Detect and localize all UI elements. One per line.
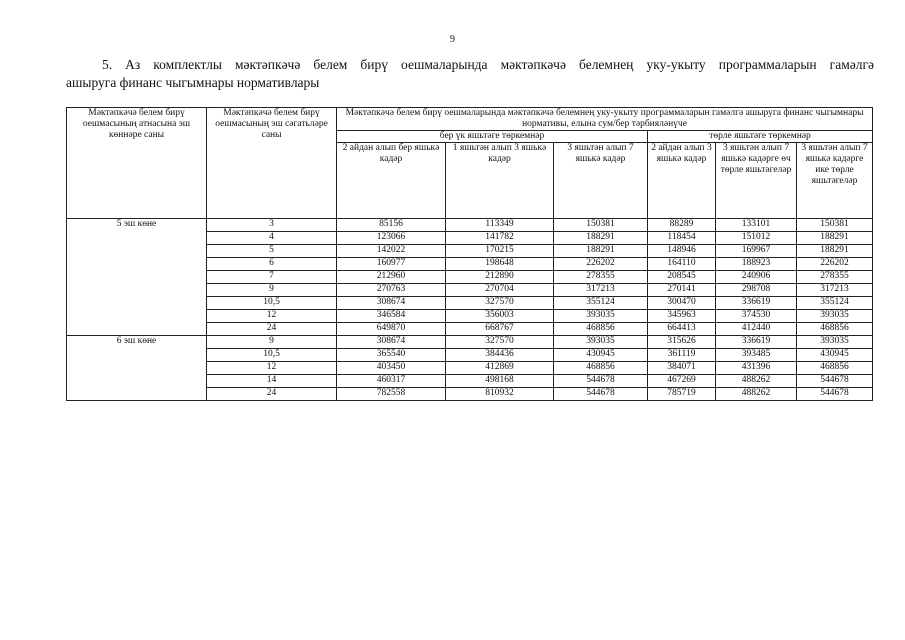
subheader-age: 2 айдан алып 3 яшькә кадәр [648, 143, 716, 219]
norm-value-cell: 169967 [716, 245, 797, 258]
norm-value-cell: 355124 [554, 297, 648, 310]
norm-value-cell: 468856 [554, 323, 648, 336]
norm-value-cell: 403450 [337, 362, 446, 375]
norm-value-cell: 365540 [337, 349, 446, 362]
norms-table [66, 107, 873, 401]
norm-value-cell: 85156 [337, 219, 446, 232]
norm-value-cell: 308674 [337, 336, 446, 349]
norm-value-cell: 544678 [797, 375, 873, 388]
norm-value-cell: 226202 [554, 258, 648, 271]
norm-value-cell: 212890 [446, 271, 554, 284]
norm-value-cell: 188291 [797, 245, 873, 258]
work-hours-cell: 6 [207, 258, 337, 271]
norm-value-cell: 300470 [648, 297, 716, 310]
work-hours-cell: 4 [207, 232, 337, 245]
norm-value-cell: 88289 [648, 219, 716, 232]
norm-value-cell: 544678 [797, 388, 873, 401]
norm-value-cell: 668767 [446, 323, 554, 336]
norm-value-cell: 160977 [337, 258, 446, 271]
norm-value-cell: 393035 [797, 336, 873, 349]
subheader-age: 2 айдан алып бер яшькә кадәр [337, 143, 446, 219]
norm-value-cell: 393035 [554, 336, 648, 349]
norm-value-cell: 188291 [554, 232, 648, 245]
table-row [67, 336, 873, 349]
norm-value-cell: 317213 [797, 284, 873, 297]
norm-value-cell: 278355 [554, 271, 648, 284]
norm-value-cell: 384436 [446, 349, 554, 362]
norm-value-cell: 544678 [554, 375, 648, 388]
norm-value-cell: 460317 [337, 375, 446, 388]
norm-value-cell: 345963 [648, 310, 716, 323]
norm-value-cell: 327570 [446, 297, 554, 310]
subheader-age: 3 яшьтән алып 7 яшькә кадәр [554, 143, 648, 219]
work-hours-cell: 3 [207, 219, 337, 232]
norm-value-cell: 226202 [797, 258, 873, 271]
norm-value-cell: 188291 [797, 232, 873, 245]
norm-value-cell: 346584 [337, 310, 446, 323]
header-main: Мәктәпкәчә белем бирү оешмаларында мәктәпкәчә белемнең уку-укыту программаларын гамәлгә ашыруга финанс чыгымнары нормативы, елына сум/бер тәрбияләнүче [337, 108, 873, 131]
page-number: 9 [450, 34, 455, 45]
norm-value-cell: 142022 [337, 245, 446, 258]
norm-value-cell: 488262 [716, 375, 797, 388]
norm-value-cell: 649870 [337, 323, 446, 336]
norm-value-cell: 355124 [797, 297, 873, 310]
norm-value-cell: 198648 [446, 258, 554, 271]
header-work-days: Мәктәпкәчә белем бирү оешмасының атнасына эш көннәре саны [67, 108, 207, 219]
work-hours-cell: 24 [207, 323, 337, 336]
work-hours-cell: 9 [207, 284, 337, 297]
norm-value-cell: 308674 [337, 297, 446, 310]
norm-value-cell: 327570 [446, 336, 554, 349]
norm-value-cell: 393485 [716, 349, 797, 362]
norm-value-cell: 468856 [797, 362, 873, 375]
work-hours-cell: 12 [207, 310, 337, 323]
norm-value-cell: 317213 [554, 284, 648, 297]
norm-value-cell: 384071 [648, 362, 716, 375]
norm-value-cell: 356003 [446, 310, 554, 323]
work-days-cell: 5 эш көне [67, 219, 207, 336]
norm-value-cell: 430945 [797, 349, 873, 362]
norm-value-cell: 133101 [716, 219, 797, 232]
norm-value-cell: 810932 [446, 388, 554, 401]
norm-value-cell: 151012 [716, 232, 797, 245]
document-heading [66, 56, 874, 92]
norm-value-cell: 315626 [648, 336, 716, 349]
norm-value-cell: 270141 [648, 284, 716, 297]
norm-value-cell: 150381 [797, 219, 873, 232]
norm-value-cell: 212960 [337, 271, 446, 284]
norm-value-cell: 468856 [554, 362, 648, 375]
norm-value-cell: 467269 [648, 375, 716, 388]
norm-value-cell: 141782 [446, 232, 554, 245]
work-hours-cell: 14 [207, 375, 337, 388]
heading-line-1: 5. Аз комплектлы мәктәпкәчә белем бирү оешмаларында мәктәпкәчә белемнең уку-укыту программаларын гамәлгә [102, 57, 874, 72]
header-mixed-age-groups: төрле яшьтәге төркемнәр [648, 131, 873, 143]
norm-value-cell: 336619 [716, 297, 797, 310]
subheader-age: 3 яшьтән алып 7 яшькә кадәрге ике төрле яшьтәгеләр [797, 143, 873, 219]
norm-value-cell: 150381 [554, 219, 648, 232]
norm-value-cell: 336619 [716, 336, 797, 349]
norm-value-cell: 170215 [446, 245, 554, 258]
norm-value-cell: 208545 [648, 271, 716, 284]
table-row [67, 219, 873, 232]
header-single-age-groups: бер үк яшьтәге төркемнәр [337, 131, 648, 143]
norm-value-cell: 118454 [648, 232, 716, 245]
work-hours-cell: 10,5 [207, 297, 337, 310]
norm-value-cell: 498168 [446, 375, 554, 388]
norm-value-cell: 664413 [648, 323, 716, 336]
norm-value-cell: 544678 [554, 388, 648, 401]
norm-value-cell: 148946 [648, 245, 716, 258]
work-hours-cell: 12 [207, 362, 337, 375]
norm-value-cell: 113349 [446, 219, 554, 232]
work-hours-cell: 10,5 [207, 349, 337, 362]
norm-value-cell: 270763 [337, 284, 446, 297]
norm-value-cell: 488262 [716, 388, 797, 401]
norm-value-cell: 374530 [716, 310, 797, 323]
norm-value-cell: 430945 [554, 349, 648, 362]
norm-value-cell: 785719 [648, 388, 716, 401]
work-hours-cell: 7 [207, 271, 337, 284]
norm-value-cell: 393035 [797, 310, 873, 323]
work-hours-cell: 9 [207, 336, 337, 349]
work-days-cell: 6 эш көне [67, 336, 207, 401]
work-hours-cell: 5 [207, 245, 337, 258]
norm-value-cell: 278355 [797, 271, 873, 284]
norm-value-cell: 270704 [446, 284, 554, 297]
norm-value-cell: 782558 [337, 388, 446, 401]
work-hours-cell: 24 [207, 388, 337, 401]
norm-value-cell: 123066 [337, 232, 446, 245]
subheader-age: 1 яшьтән алып 3 яшькә кадәр [446, 143, 554, 219]
heading-line-2: ашыруга финанс чыгымнары нормативлары [66, 75, 320, 90]
header-work-hours: Мәктәпкәчә белем бирү оешмасының эш сәгатьләре саны [207, 108, 337, 219]
norm-value-cell: 298708 [716, 284, 797, 297]
norms-table-body [67, 219, 873, 401]
subheader-age: 3 яшьтән алып 7 яшькә кадәрге өч төрле яшьтәгеләр [716, 143, 797, 219]
norm-value-cell: 412440 [716, 323, 797, 336]
norm-value-cell: 240906 [716, 271, 797, 284]
norm-value-cell: 468856 [797, 323, 873, 336]
norm-value-cell: 361119 [648, 349, 716, 362]
norm-value-cell: 188291 [554, 245, 648, 258]
norm-value-cell: 164110 [648, 258, 716, 271]
norm-value-cell: 188923 [716, 258, 797, 271]
norm-value-cell: 431396 [716, 362, 797, 375]
norm-value-cell: 393035 [554, 310, 648, 323]
norm-value-cell: 412869 [446, 362, 554, 375]
